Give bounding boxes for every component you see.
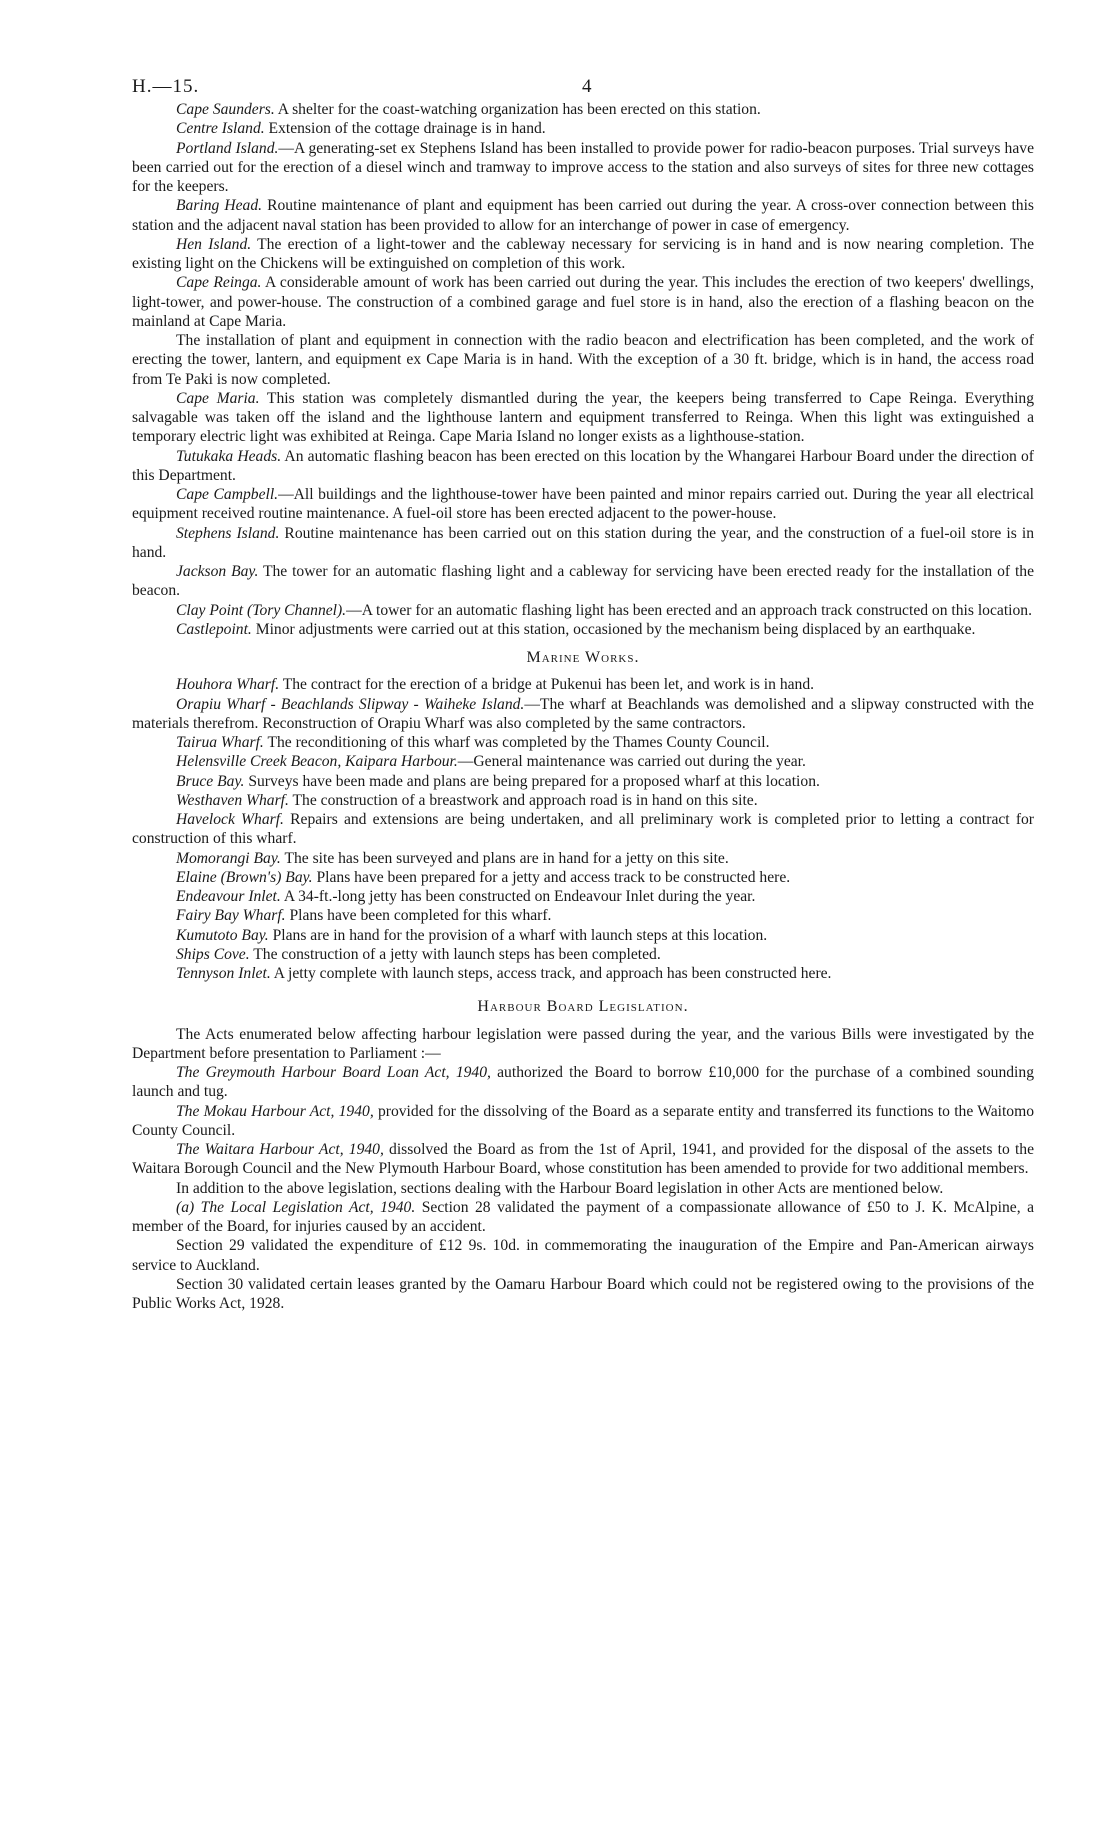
paragraph-text: provided for the dissolving of the Board as a separate entity and transferred its functions to the Waitomo County Council. (132, 1102, 1035, 1139)
paragraph (132, 1102, 1034, 1141)
paragraph (132, 389, 1034, 447)
paragraph (132, 1198, 1034, 1237)
paragraph (132, 675, 1034, 694)
paragraph-lead: Elaine (Brown's) Bay. (176, 868, 313, 886)
paragraph-lead: Cape Saunders. (176, 101, 275, 118)
paragraph-text: Extension of the cottage drainage is in hand. (264, 120, 546, 138)
paragraph (132, 810, 1034, 849)
paragraph-text: The construction of a breastwork and approach road is in hand on this site. (288, 791, 758, 809)
paragraph-text: The site has been surveyed and plans are in hand for a jetty on this site. (280, 849, 729, 867)
paragraph-lead: Tennyson Inlet. (176, 965, 271, 982)
paragraph (132, 119, 1034, 138)
paragraph (132, 1179, 1034, 1198)
paragraph (132, 1236, 1034, 1275)
paragraph-lead: Clay Point (Tory Channel). (176, 601, 347, 619)
paragraph-text: The installation of plant and equipment in connection with the radio beacon and electrification has been completed, and the work of erecting the tower, lantern, and equipment ex Cape Maria is in hand. With the exception of a 30 ft. bridge, which is in hand, the access road from Te Paki is now completed. (132, 332, 1034, 388)
paragraph-text: A considerable amount of work has been carried out during the year. This includes the erection of two keepers' dwellings, light-tower, and power-house. The construction of a combined garage and fuel store is in hand, also the erection of a flashing beacon on the mainland at Cape Maria. (132, 274, 1034, 330)
paragraph-text: The contract for the erection of a bridge at Pukenui has been let, and work is in hand. (279, 676, 815, 694)
paragraph (132, 620, 1034, 639)
paragraph-lead: Cape Maria. (176, 389, 260, 407)
paragraph-text: The tower for an automatic flashing light and a cableway for servicing have been erected ready for the installation of the beacon. (132, 563, 1034, 600)
lighthouse-section (132, 100, 1034, 639)
paragraph-lead: Cape Campbell. (176, 486, 279, 503)
paragraph (132, 139, 1034, 197)
paragraph-text: A shelter for the coast-watching organization has been erected on this station. (274, 101, 761, 118)
paragraph-text: Section 30 validated certain leases granted by the Oamaru Harbour Board which could not be registered owing to the provisions of the Public Works Act, 1928. (132, 1275, 1034, 1312)
harbour-legislation-heading: Harbour Board Legislation. (477, 998, 689, 1016)
paragraph (132, 791, 1034, 810)
paragraph (132, 273, 1034, 331)
paragraph-text: The reconditioning of this wharf was completed by the Thames County Council. (263, 734, 770, 751)
paragraph-lead: Westhaven Wharf. (176, 791, 289, 809)
paragraph-text: Plans have been prepared for a jetty and access track to be constructed here. (312, 868, 791, 886)
paragraph-text: dissolved the Board as from the 1st of April, 1941, and provided for the disposal of the assets to the Waitara Borough Council and the New Plymouth Harbour Board, whose constitution has been amended to provide for two additional members. (132, 1141, 1034, 1178)
paragraph (132, 447, 1034, 486)
paragraph-text: Routine maintenance of plant and equipment has been carried out during the year. A cross-over connection between this station and the adjacent naval station has been provided to allow for an interchange of power in case of emergency. (132, 197, 1035, 234)
paragraph (132, 964, 1034, 983)
paragraph-text: Plans have been completed for this wharf. (285, 907, 552, 925)
paragraph-text: authorized the Board to borrow £10,000 for the purchase of a combined sounding launch and tug. (132, 1064, 1034, 1101)
paragraph-lead: Centre Island. (176, 120, 265, 138)
paragraph (132, 562, 1034, 601)
paragraph (132, 733, 1034, 752)
paragraph-lead: Houhora Wharf. (176, 676, 280, 694)
page-number: 4 (582, 76, 592, 97)
paragraph (132, 331, 1034, 389)
paragraph (132, 695, 1034, 734)
paragraph (132, 485, 1034, 524)
marine-works-heading: Marine Works. (526, 649, 640, 666)
paragraph-text: —General maintenance was carried out during the year. (457, 753, 806, 771)
paragraph (132, 601, 1034, 620)
paragraph-lead: Tairua Wharf. (176, 734, 264, 751)
paragraph (132, 945, 1034, 964)
paragraph (132, 1140, 1034, 1179)
paragraph (132, 1063, 1034, 1102)
paragraph-text: In addition to the above legislation, sections dealing with the Harbour Board legislation in other Acts are mentioned below. (176, 1179, 944, 1197)
paragraph-lead: Castlepoint. (176, 620, 252, 638)
paragraph (132, 906, 1034, 925)
paragraph-lead: (a) The Local Legislation Act, 1940. (176, 1198, 416, 1216)
paragraph (132, 868, 1034, 887)
paragraph-lead: Portland Island. (176, 139, 279, 157)
document-body (132, 100, 1034, 1313)
paragraph-lead: Helensville Creek Beacon, Kaipara Harbour. (176, 753, 458, 771)
paragraph-text: The construction of a jetty with launch steps has been completed. (249, 945, 661, 963)
paragraph-text: Minor adjustments were carried out at this station, occasioned by the mechanism being displaced by an earthquake. (251, 620, 976, 638)
paragraph-text: Plans are in hand for the provision of a wharf with launch steps at this location. (268, 926, 768, 944)
paragraph (132, 196, 1034, 235)
paragraph-lead: Ships Cove. (176, 945, 250, 963)
paragraph-lead: Endeavour Inlet. (176, 888, 281, 905)
page-reference: H.—15. (132, 76, 200, 97)
paragraph-lead: Hen Island. (176, 235, 252, 253)
paragraph-lead: Cape Reinga. (176, 274, 262, 292)
paragraph-text: Surveys have been made and plans are being prepared for a proposed wharf at this location. (244, 772, 820, 790)
paragraph-text: An automatic flashing beacon has been erected on this location by the Whangarei Harbour Board under the direction of this Department. (132, 447, 1034, 484)
paragraph-lead: Orapiu Wharf - Beachlands Slipway - Waiheke Island. (176, 695, 525, 713)
paragraph-text: Repairs and extensions are being undertaken, and all preliminary work is completed prior to letting a contract for construction of this wharf. (132, 811, 1035, 848)
paragraph-text: Routine maintenance has been carried out on this station during the year, and the construction of a fuel-oil store is in hand. (132, 524, 1034, 561)
paragraph-text: —A tower for an automatic flashing light has been erected and an approach track constructed on this location. (346, 601, 1032, 619)
paragraph-lead: Bruce Bay. (176, 772, 245, 790)
paragraph (132, 1275, 1034, 1314)
paragraph-text: The erection of a light-tower and the cableway necessary for servicing is in hand and is now nearing completion. The existing light on the Chickens will be extinguished on completion of this work. (132, 235, 1035, 272)
paragraph-lead: The Mokau Harbour Act, 1940, (176, 1102, 374, 1120)
paragraph-text: This station was completely dismantled during the year, the keepers being transferred to Cape Reinga. Everything salvagable was taken off the island and the lighthouse lantern and equipment transferred to Reinga. When this light was extinguished a temporary electric light was exhibited at Reinga. Cape Maria Island no longer exists as a lighthouse-station. (132, 389, 1034, 446)
paragraph-text: Section 28 validated the payment of a compassionate allowance of £50 to J. K. McAlpine, a member of the Board, for injuries caused by an accident. (132, 1198, 1035, 1235)
paragraph-lead: Fairy Bay Wharf. (176, 907, 286, 925)
paragraph-lead: Kumutoto Bay. (176, 926, 269, 944)
paragraph-lead: The Waitara Harbour Act, 1940, (176, 1141, 384, 1158)
paragraph (132, 887, 1034, 906)
paragraph (132, 926, 1034, 945)
paragraph-lead: Baring Head. (176, 197, 263, 215)
paragraph-lead: Stephens Island. (176, 524, 280, 542)
paragraph (132, 849, 1034, 868)
paragraph (132, 100, 1034, 119)
paragraph (132, 772, 1034, 791)
paragraph-text: The Acts enumerated below affecting harbour legislation were passed during the year, and the various Bills were investigated by the Department before presentation to Parliament :— (132, 1025, 1034, 1062)
paragraph (132, 1025, 1034, 1064)
paragraph-text: —All buildings and the lighthouse-tower have been painted and minor repairs carried out. During the year all electrical equipment received routine maintenance. A fuel-oil store has been erected adjacent to the power-house. (132, 486, 1034, 523)
harbour-legislation-section (132, 1025, 1034, 1314)
paragraph (132, 752, 1034, 771)
paragraph-lead: Jackson Bay. (176, 563, 259, 580)
paragraph-lead: The Greymouth Harbour Board Loan Act, 1940, (176, 1064, 491, 1081)
paragraph (132, 524, 1034, 563)
paragraph-lead: Momorangi Bay. (176, 849, 281, 867)
paragraph-text: Section 29 validated the expenditure of £12 9s. 10d. in commemorating the inauguration of the Empire and Pan-American airways service to Auckland. (132, 1237, 1034, 1274)
paragraph-lead: Havelock Wharf. (176, 811, 284, 828)
paragraph-text: A jetty complete with launch steps, access track, and approach has been constructed here. (270, 965, 832, 982)
paragraph-text: —A generating-set ex Stephens Island has been installed to provide power for radio-beacon purposes. Trial surveys have been carried out for the erection of a diesel winch and tramway to improve access to the station and also surveys of sites for three new cottages for the keepers. (132, 139, 1034, 195)
paragraph-lead: Tutukaka Heads. (176, 447, 282, 465)
paragraph (132, 235, 1034, 274)
marine-works-section (132, 675, 1034, 983)
paragraph-text: A 34-ft.-long jetty has been constructed on Endeavour Inlet during the year. (280, 888, 756, 905)
paragraph-text: —The wharf at Beachlands was demolished and a slipway constructed with the materials therefrom. Reconstruction of Orapiu Wharf was also completed by the same contractors. (132, 695, 1034, 732)
